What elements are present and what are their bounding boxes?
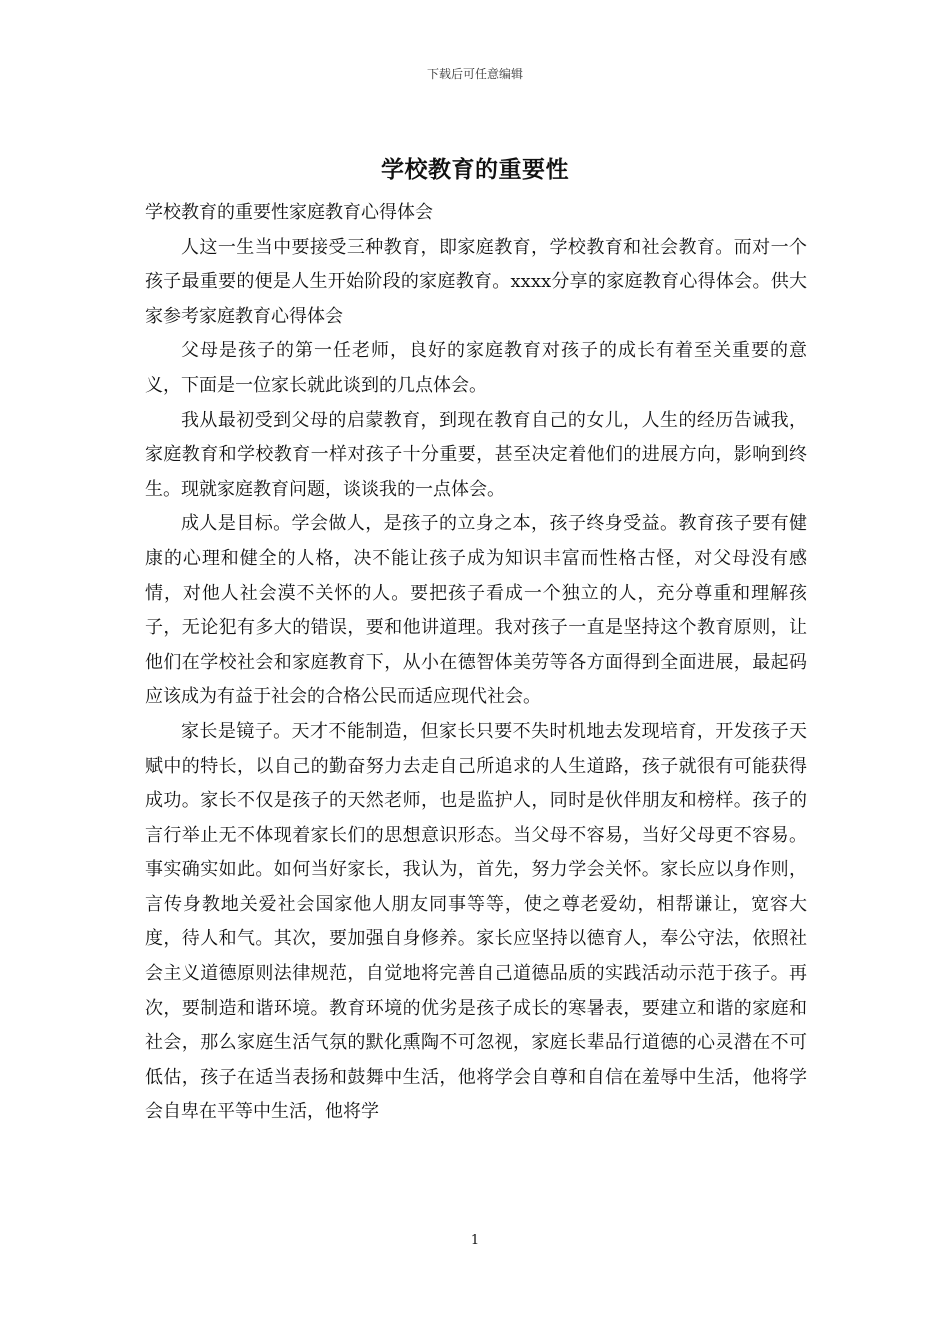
document-subtitle: 学校教育的重要性家庭教育心得体会 — [145, 202, 433, 223]
paragraph: 父母是孩子的第一任老师，良好的家庭教育对孩子的成长有着至关重要的意义，下面是一位家长就此谈到的几点体会。 — [145, 340, 807, 396]
paragraph: 我从最初受到父母的启蒙教育，到现在教育自己的女儿，人生的经历告诫我，家庭教育和学校教育一样对孩子十分重要，甚至决定着他们的进展方向，影响到终生。现就家庭教育问题，谈谈我的一点体会。 — [145, 409, 807, 500]
paragraph: 人这一生当中要接受三种教育，即家庭教育，学校教育和社会教育。而对一个孩子最重要的便是人生开始阶段的家庭教育。xxxx分享的家庭教育心得体会。供大家参考家庭教育心得体会 — [145, 236, 807, 327]
paragraph: 家长是镜子。天才不能制造，但家长只要不失时机地去发现培育，开发孩子天赋中的特长，以自己的勤奋努力去走自己所追求的人生道路，孩子就很有可能获得成功。家长不仅是孩子的天然老师，也是监护人，同时是伙伴朋友和榜样。孩子的言行举止无不体现着家长们的思想意识形态。当父母不容易，当好父母更不容易。事实确实如此。如何当好家长，我认为，首先，努力学会关怀。家长应以身作则，言传身教地关爱社会国家他人朋友同事等等，使之尊老爱幼，相帮谦让，宽容大度，待人和气。其次，要加强自身修养。家长应坚持以德育人，奉公守法，依照社会主义道德原则法律规范，自觉地将完善自己道德品质的实践活动示范于孩子。再次，要制造和谐环境。教育环境的优劣是孩子成长的寒暑表，要建立和谐的家庭和社会，那么家庭生活气氛的默化熏陶不可忽视，家庭长辈品行道德的心灵潜在不可低估，孩子在适当表扬和鼓舞中生活，他将学会自尊和自信在羞辱中生活，他将学会自卑在平等中生活，他将学 — [145, 720, 807, 1123]
document-body — [145, 196, 807, 1130]
header-note: 下载后可任意编辑 — [426, 67, 523, 81]
document-title: 学校教育的重要性 — [381, 156, 569, 183]
paragraph: 成人是目标。学会做人，是孩子的立身之本，孩子终身受益。教育孩子要有健康的心理和健全的人格，决不能让孩子成为知识丰富而性格古怪，对父母没有感情，对他人社会漠不关怀的人。要把孩子看成一个独立的人，充分尊重和理解孩子，无论犯有多大的错误，要和他讲道理。我对孩子一直是坚持这个教育原则，让他们在学校社会和家庭教育下，从小在德智体美劳等各方面得到全面进展，最起码应该成为有益于社会的合格公民而适应现代社会。 — [145, 513, 807, 708]
page-number: 1 — [470, 1233, 480, 1248]
